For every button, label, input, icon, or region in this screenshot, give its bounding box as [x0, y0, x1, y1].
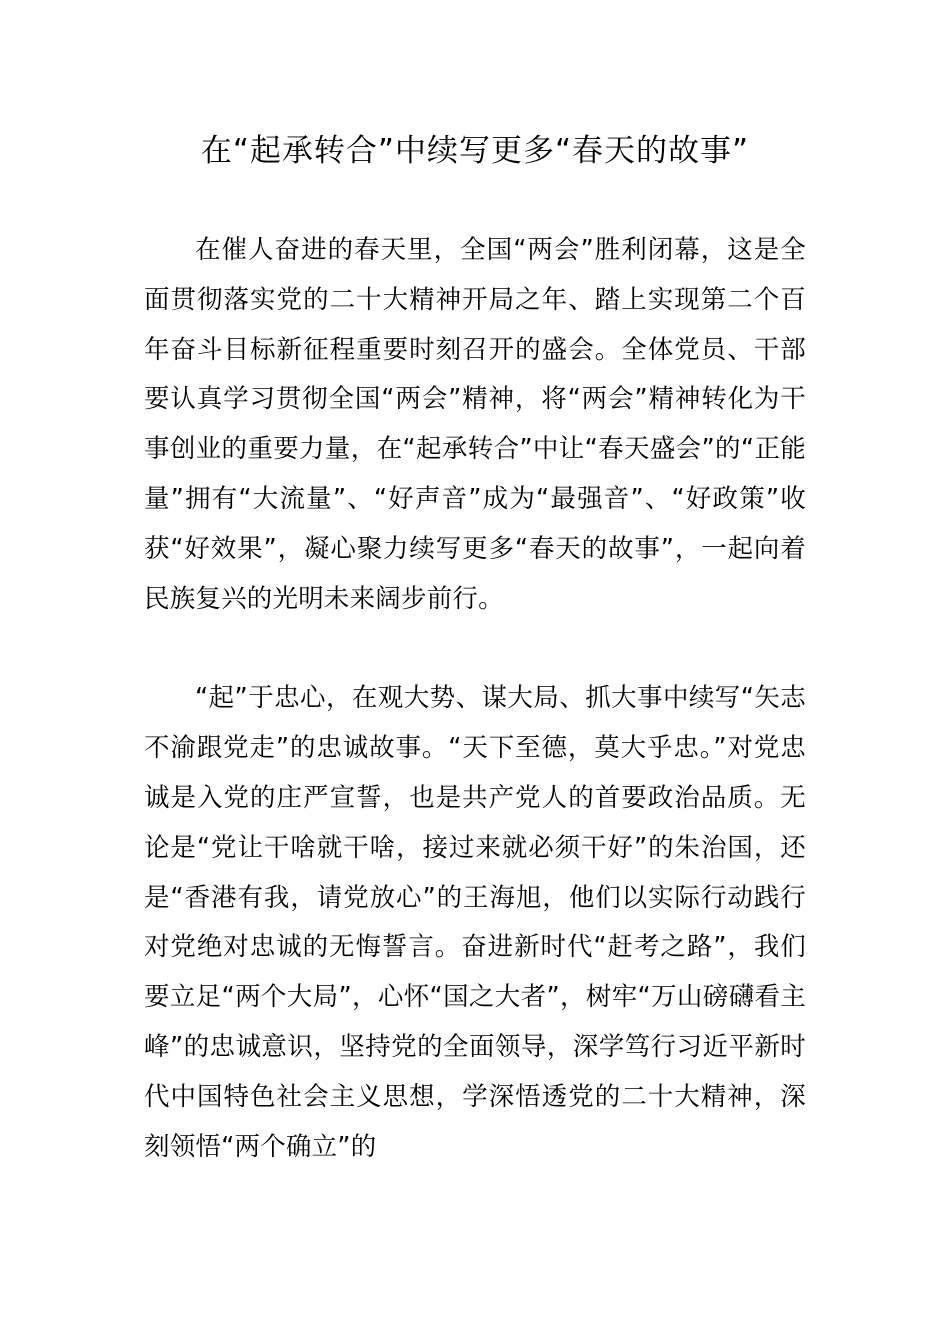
- document-title: 在“起承转合”中续写更多“春天的故事”: [200, 133, 750, 169]
- document-body: [144, 226, 806, 1172]
- paragraph-loyalty: “起”于忠心，在观大势、谋大局、抓大事中续写“矢志不渝跟党走”的忠诚故事。“天下至德，莫大乎忠。”对党忠诚是入党的庄严宣誓，也是共产党人的首要政治品质。无论是“党让干啥就干啥，接过来就必须干好”的朱治国，还是“香港有我，请党放心”的王海旭，他们以实际行动践行对党绝对忠诚的无悔誓言。奋进新时代“赶考之路”，我们要立足“两个大局”，心怀“国之大者”，树牢“万山磅礴看主峰”的忠诚意识，坚持党的全面领导，深学笃行习近平新时代中国特色社会主义思想，学深悟透党的二十大精神，深刻领悟“两个确立”的: [144, 683, 806, 1162]
- paragraph-intro: 在催人奋进的春天里，全国“两会”胜利闭幕，这是全面贯彻落实党的二十大精神开局之年、踏上实现第二个百年奋斗目标新征程重要时刻召开的盛会。全体党员、干部要认真学习贯彻全国“两会”精神，将“两会”精神转化为干事创业的重要力量，在“起承转合”中让“春天盛会”的“正能量”拥有“大流量”、“好声音”成为“最强音”、“好政策”收获“好效果”，凝心聚力续写更多“春天的故事”，一起向着民族复兴的光明未来阔步前行。: [144, 235, 806, 614]
- paragraph-spacer: [144, 624, 806, 674]
